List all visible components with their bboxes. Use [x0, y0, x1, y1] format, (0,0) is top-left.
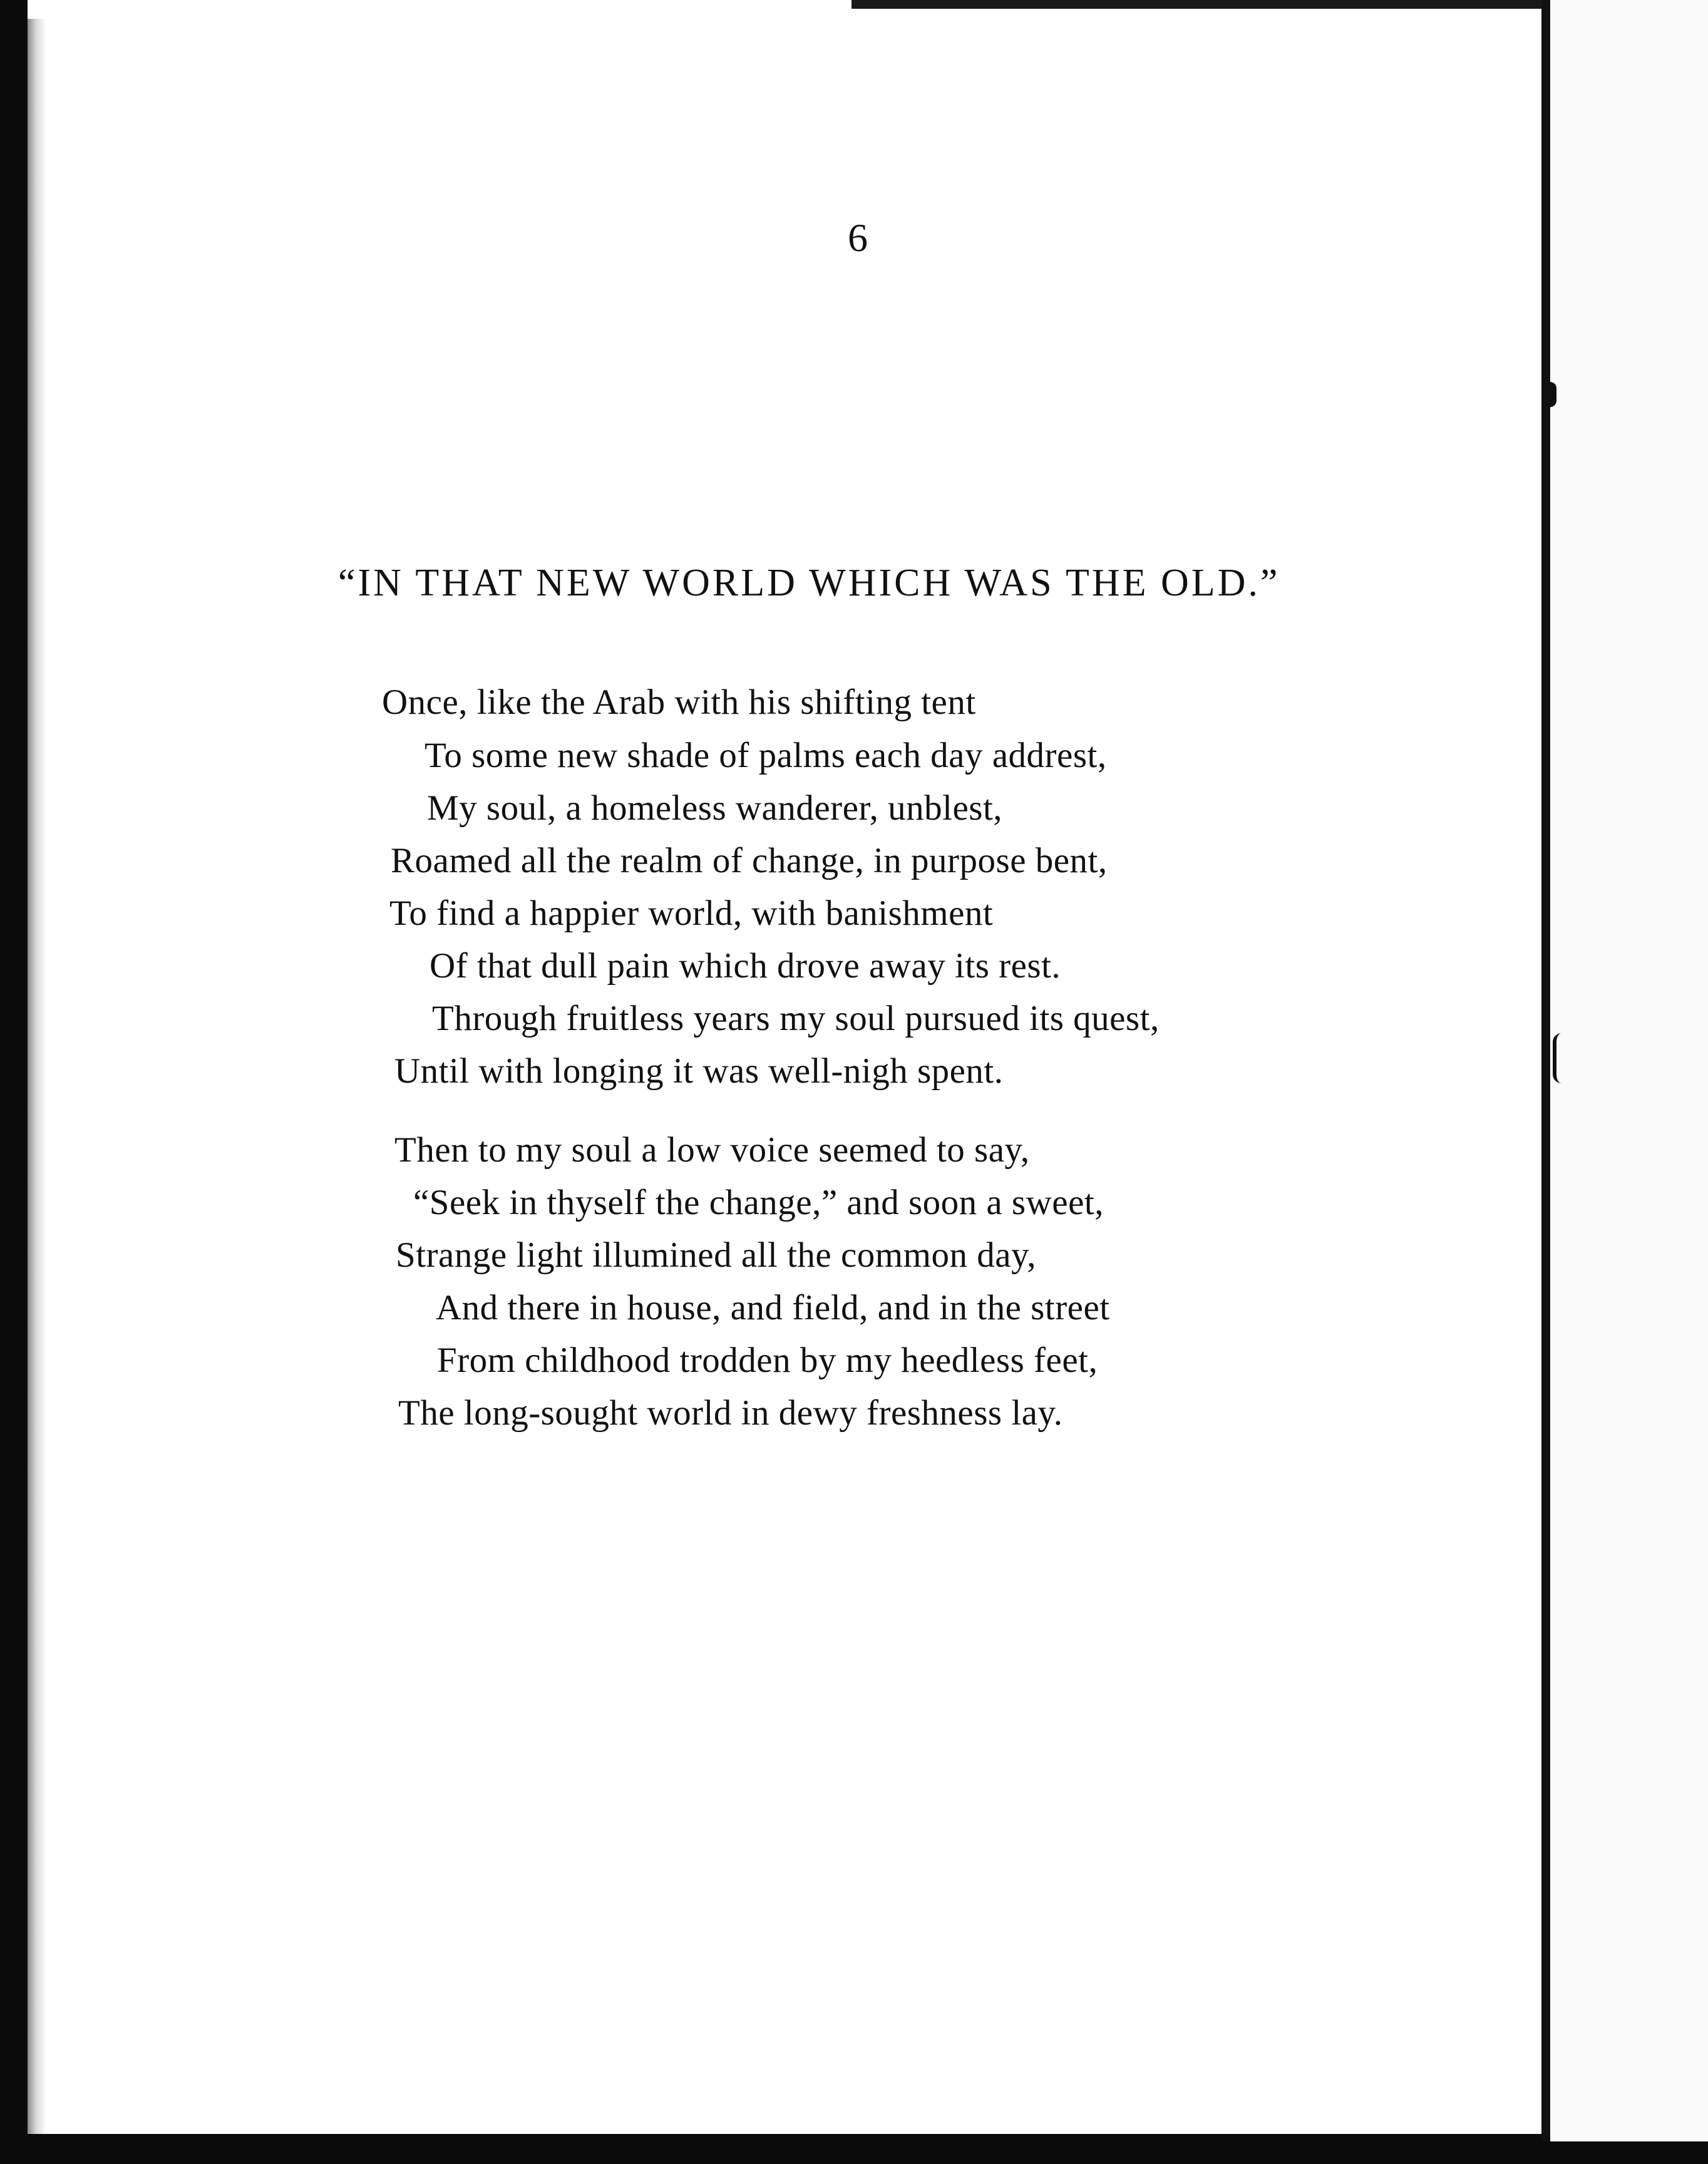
scan-right-border [1541, 0, 1550, 2141]
poem-line: From childhood trodden by my heedless feet, [437, 1341, 1098, 1380]
facing-page-edge [1550, 0, 1708, 2141]
border-bracket [1553, 1033, 1565, 1083]
poem-title: “IN THAT NEW WORLD WHICH WAS THE OLD.” [338, 562, 1280, 604]
poem-line: To find a happier world, with banishment [389, 894, 994, 933]
page-edge-shadow [28, 19, 46, 2141]
poem-line: Then to my soul a low voice seemed to say, [394, 1130, 1030, 1170]
scan-left-border [0, 0, 28, 2164]
poem-line: Once, like the Arab with his shifting tent [382, 683, 976, 722]
poem-line: Strange light illumined all the common day, [396, 1235, 1037, 1275]
poem-line: To some new shade of palms each day addrest, [424, 736, 1107, 775]
poem-line: My soul, a homeless wanderer, unblest, [427, 788, 1003, 828]
poem-line: And there in house, and field, and in the street [436, 1288, 1110, 1327]
poem-line: The long-sought world in dewy freshness lay. [398, 1393, 1063, 1433]
poem-line: Until with longing it was well-nigh spent. [394, 1051, 1004, 1091]
poem-line: Roamed all the realm of change, in purpose bent, [391, 841, 1108, 880]
poem-line: Through fruitless years my soul pursued its quest, [432, 999, 1160, 1038]
page-number: 6 [848, 215, 868, 260]
scan-bottom-border [0, 2134, 1708, 2164]
poem-line: Of that dull pain which drove away its rest. [430, 946, 1061, 986]
poem-line: “Seek in thyself the change,” and soon a sweet, [413, 1183, 1104, 1222]
border-notch [1550, 382, 1556, 407]
scan-top-border [851, 0, 1553, 9]
